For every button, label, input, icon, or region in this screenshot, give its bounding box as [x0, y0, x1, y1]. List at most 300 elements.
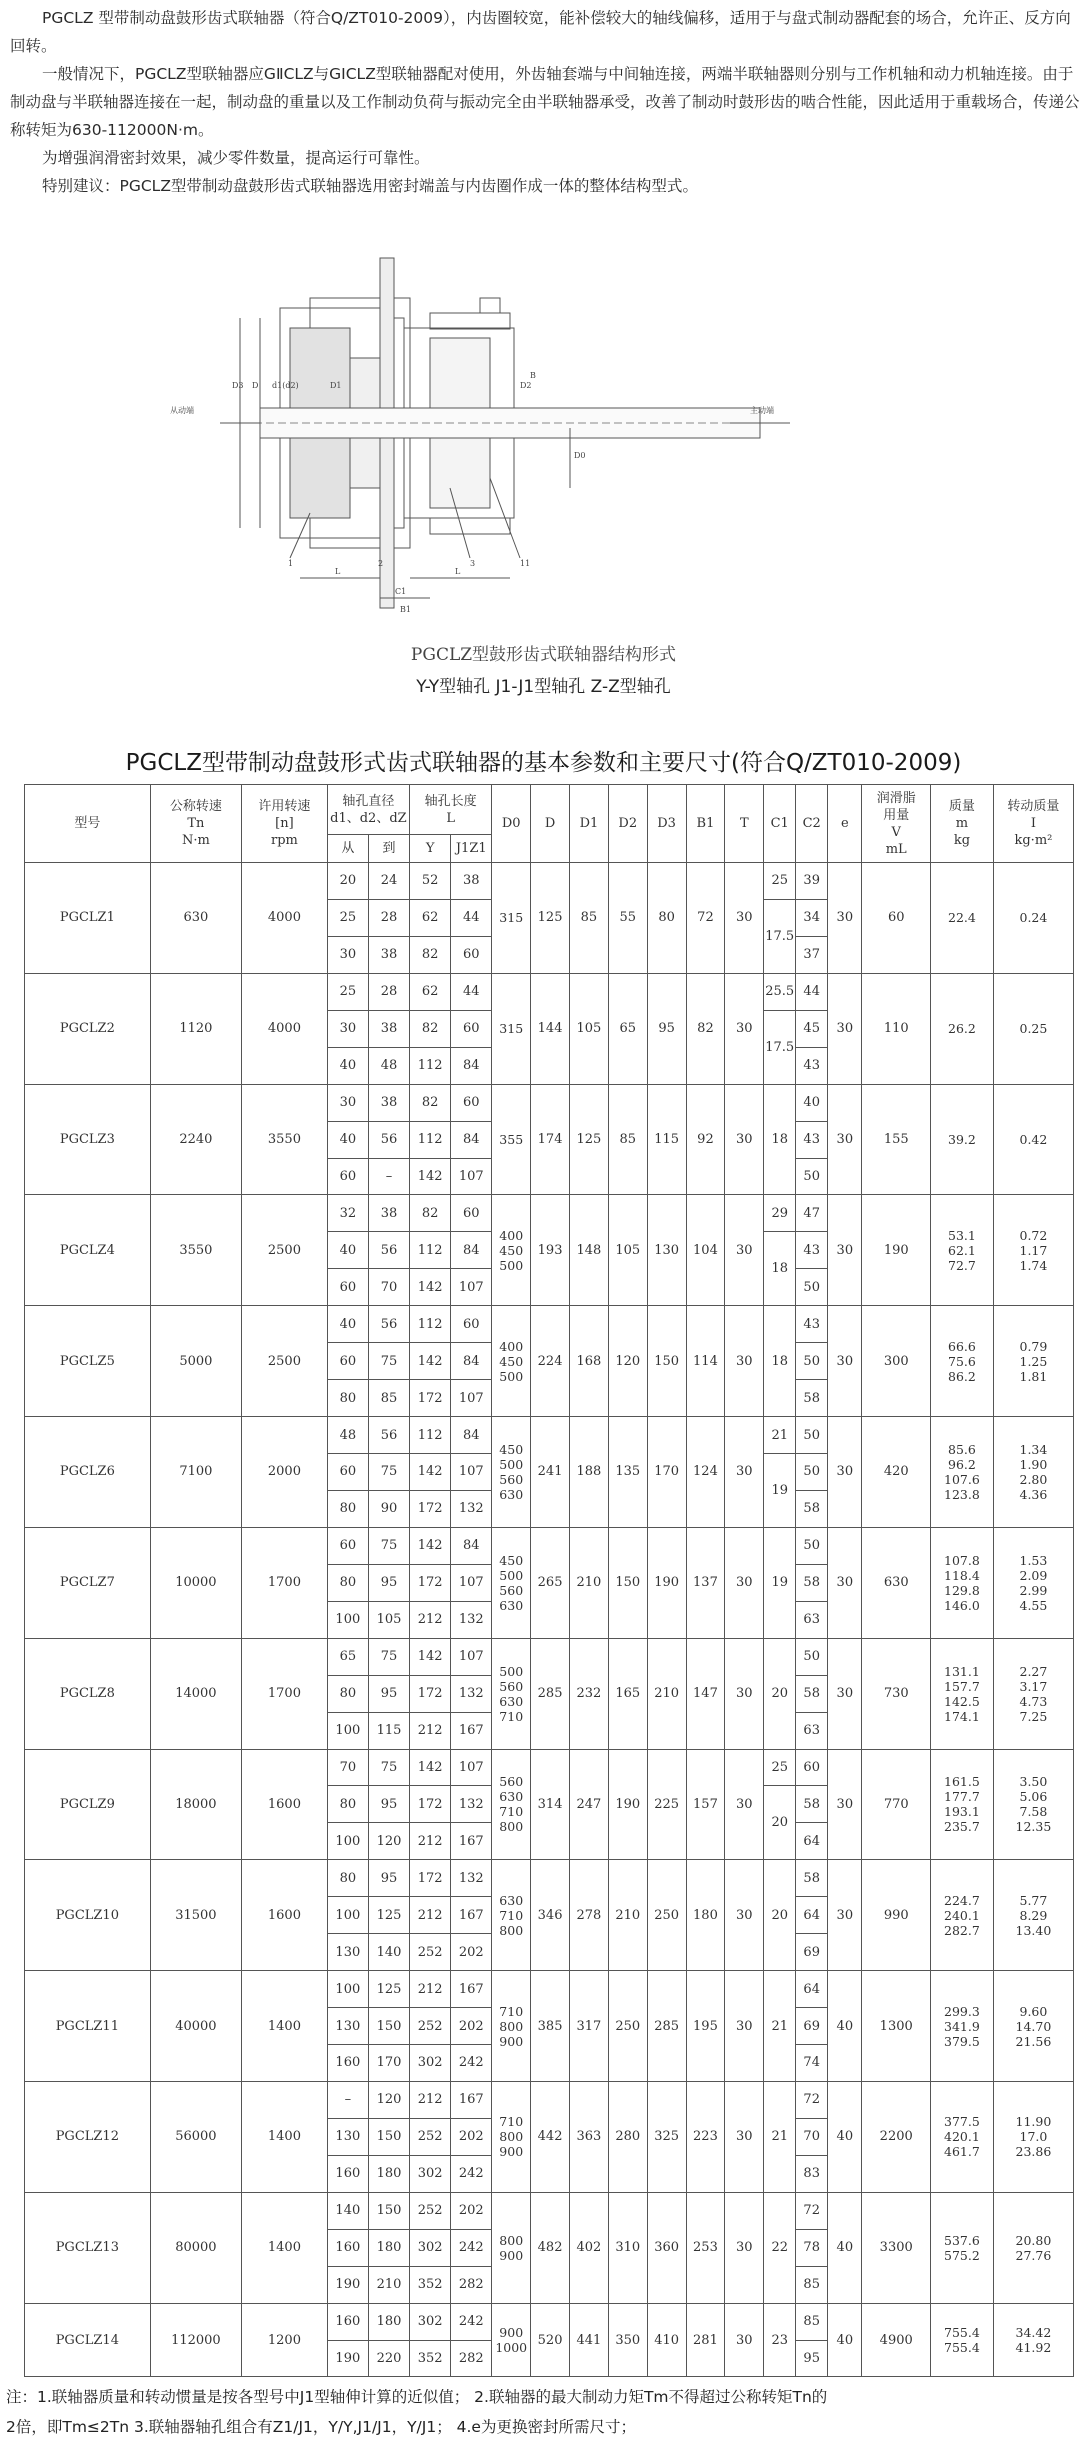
- d3-cell: 150: [647, 1306, 686, 1417]
- bore-to-cell: 220: [368, 2340, 409, 2377]
- bore-to-cell: 150: [368, 2192, 409, 2229]
- note-line-1: 注：1.联轴器质量和转动惯量是按各型号中J1型轴伸计算的近似值； 2.联轴器的最大制动力矩Tm不得超过公称转矩Tn的: [6, 2388, 828, 2406]
- length-y-cell: 302: [410, 2303, 451, 2340]
- length-j1z1-cell: 60: [451, 1195, 492, 1232]
- bore-to-cell: 75: [368, 1749, 409, 1786]
- inertia-cell: 9.60 14.70 21.56: [993, 1971, 1073, 2082]
- b1-cell: 180: [686, 1860, 725, 1971]
- b1-cell: 223: [686, 2081, 725, 2192]
- length-y-cell: 172: [410, 1786, 451, 1823]
- bore-to-cell: 56: [368, 1121, 409, 1158]
- length-j1z1-cell: 242: [451, 2229, 492, 2266]
- table-row: [25, 1638, 1074, 1675]
- d-cell: 442: [531, 2081, 570, 2192]
- bore-to-cell: 95: [368, 1786, 409, 1823]
- bore-from-cell: 100: [327, 1601, 368, 1638]
- grease-cell: 4900: [862, 2303, 931, 2377]
- grease-cell: 190: [862, 1195, 931, 1306]
- speed-cell: 1400: [242, 2081, 328, 2192]
- length-j1z1-cell: 202: [451, 2118, 492, 2155]
- t-cell: 30: [725, 1527, 764, 1638]
- length-y-cell: 142: [410, 1158, 451, 1195]
- c2-cell: 40: [796, 1084, 828, 1121]
- d0-cell: 315: [492, 973, 531, 1084]
- bore-from-cell: 60: [327, 1527, 368, 1564]
- d3-cell: 95: [647, 973, 686, 1084]
- d0-cell: 560 630 710 800: [492, 1749, 531, 1860]
- torque-cell: 630: [150, 863, 241, 974]
- dim-d1: D1: [330, 381, 342, 390]
- bore-to-cell: 120: [368, 2081, 409, 2118]
- c2-cell: 72: [796, 2192, 828, 2229]
- length-j1z1-cell: 60: [451, 1084, 492, 1121]
- c1-cell: 17.5: [764, 899, 796, 973]
- c2-cell: 58: [796, 1860, 828, 1897]
- t-cell: 30: [725, 1860, 764, 1971]
- dim-b1: B1: [400, 605, 411, 614]
- speed-cell: 2500: [242, 1306, 328, 1417]
- e-cell: 30: [828, 863, 862, 974]
- c1-cell: 29: [764, 1195, 796, 1232]
- length-y-cell: 252: [410, 2192, 451, 2229]
- coupling-structure-diagram: [170, 258, 790, 618]
- e-cell: 40: [828, 2192, 862, 2303]
- dim-b: B: [530, 371, 536, 380]
- part-3: 3: [470, 559, 476, 568]
- table-row: [25, 1971, 1074, 2008]
- d3-cell: 130: [647, 1195, 686, 1306]
- d2-cell: 210: [608, 1860, 647, 1971]
- length-y-cell: 302: [410, 2045, 451, 2082]
- model-cell: PGCLZ1: [25, 863, 151, 974]
- speed-cell: 3550: [242, 1084, 328, 1195]
- e-cell: 30: [828, 1638, 862, 1749]
- length-y-cell: 252: [410, 1934, 451, 1971]
- bore-from-cell: 100: [327, 1712, 368, 1749]
- header-c2: C2: [796, 785, 828, 863]
- d0-cell: 710 800 900: [492, 1971, 531, 2082]
- bore-from-cell: 25: [327, 899, 368, 936]
- length-y-cell: 82: [410, 1195, 451, 1232]
- inertia-cell: 0.24: [993, 863, 1073, 974]
- torque-cell: 18000: [150, 1749, 241, 1860]
- table-row: [25, 1749, 1074, 1786]
- b1-cell: 157: [686, 1749, 725, 1860]
- c1-cell: 21: [764, 2081, 796, 2192]
- table-row: [25, 863, 1074, 900]
- b1-cell: 104: [686, 1195, 725, 1306]
- b1-cell: 147: [686, 1638, 725, 1749]
- c2-cell: 34: [796, 899, 828, 936]
- b1-cell: 195: [686, 1971, 725, 2082]
- bore-to-cell: 38: [368, 1084, 409, 1121]
- parameter-table: [24, 784, 1074, 2377]
- length-y-cell: 112: [410, 1417, 451, 1454]
- inertia-cell: 11.90 17.0 23.86: [993, 2081, 1073, 2192]
- length-j1z1-cell: 84: [451, 1527, 492, 1564]
- parameter-table-wrapper: [24, 784, 1074, 2377]
- bore-from-cell: 80: [327, 1564, 368, 1601]
- c1-cell: 19: [764, 1527, 796, 1638]
- e-cell: 30: [828, 1749, 862, 1860]
- inertia-cell: 0.79 1.25 1.81: [993, 1306, 1073, 1417]
- bore-to-cell: 28: [368, 973, 409, 1010]
- d2-cell: 280: [608, 2081, 647, 2192]
- c2-cell: 58: [796, 1380, 828, 1417]
- bore-to-cell: 75: [368, 1454, 409, 1491]
- bore-to-cell: 150: [368, 2008, 409, 2045]
- length-j1z1-cell: 107: [451, 1749, 492, 1786]
- torque-cell: 112000: [150, 2303, 241, 2377]
- bore-from-cell: 30: [327, 1084, 368, 1121]
- bore-to-cell: 105: [368, 1601, 409, 1638]
- model-cell: PGCLZ10: [25, 1860, 151, 1971]
- c1-cell: 18: [764, 1084, 796, 1195]
- d3-cell: 170: [647, 1417, 686, 1528]
- grease-cell: 770: [862, 1749, 931, 1860]
- length-y-cell: 302: [410, 2229, 451, 2266]
- table-row: [25, 2192, 1074, 2229]
- speed-cell: 1700: [242, 1527, 328, 1638]
- inertia-cell: 20.80 27.76: [993, 2192, 1073, 2303]
- header-d1: D1: [570, 785, 609, 863]
- mass-cell: 537.6 575.2: [931, 2192, 994, 2303]
- c2-cell: 64: [796, 1897, 828, 1934]
- bore-to-cell: 38: [368, 1195, 409, 1232]
- c2-cell: 50: [796, 1527, 828, 1564]
- bore-to-cell: 75: [368, 1638, 409, 1675]
- bore-to-cell: 56: [368, 1232, 409, 1269]
- d-cell: 346: [531, 1860, 570, 1971]
- d1-cell: 402: [570, 2192, 609, 2303]
- d3-cell: 250: [647, 1860, 686, 1971]
- length-j1z1-cell: 44: [451, 973, 492, 1010]
- length-j1z1-cell: 84: [451, 1047, 492, 1084]
- length-j1z1-cell: 132: [451, 1860, 492, 1897]
- length-j1z1-cell: 167: [451, 1897, 492, 1934]
- c1-cell: 18: [764, 1306, 796, 1417]
- speed-cell: 1400: [242, 1971, 328, 2082]
- mass-cell: 66.6 75.6 86.2: [931, 1306, 994, 1417]
- bore-from-cell: 100: [327, 1971, 368, 2008]
- mass-cell: 53.1 62.1 72.7: [931, 1195, 994, 1306]
- d2-cell: 165: [608, 1638, 647, 1749]
- c1-cell: 20: [764, 1638, 796, 1749]
- bore-from-cell: 70: [327, 1749, 368, 1786]
- d1-cell: 278: [570, 1860, 609, 1971]
- c2-cell: 69: [796, 1934, 828, 1971]
- t-cell: 30: [725, 1971, 764, 2082]
- bore-to-cell: 95: [368, 1564, 409, 1601]
- d1-cell: 168: [570, 1306, 609, 1417]
- length-y-cell: 142: [410, 1454, 451, 1491]
- bore-from-cell: 140: [327, 2192, 368, 2229]
- d3-cell: 325: [647, 2081, 686, 2192]
- t-cell: 30: [725, 1638, 764, 1749]
- length-j1z1-cell: 202: [451, 1934, 492, 1971]
- length-y-cell: 212: [410, 2081, 451, 2118]
- header-b1: B1: [686, 785, 725, 863]
- e-cell: 30: [828, 973, 862, 1084]
- structure-caption: PGCLZ型鼓形齿式联轴器结构形式: [410, 645, 677, 665]
- bore-from-cell: 190: [327, 2266, 368, 2303]
- d0-cell: 500 560 630 710: [492, 1638, 531, 1749]
- d2-cell: 150: [608, 1527, 647, 1638]
- bore-from-cell: 100: [327, 1897, 368, 1934]
- bore-from-cell: 80: [327, 1675, 368, 1712]
- bore-to-cell: 75: [368, 1527, 409, 1564]
- length-y-cell: 112: [410, 1306, 451, 1343]
- length-y-cell: 142: [410, 1527, 451, 1564]
- header-bore-to: 到: [368, 835, 409, 863]
- speed-cell: 1200: [242, 2303, 328, 2377]
- length-y-cell: 52: [410, 863, 451, 900]
- length-j1z1-cell: 167: [451, 2081, 492, 2118]
- torque-cell: 56000: [150, 2081, 241, 2192]
- b1-cell: 82: [686, 973, 725, 1084]
- inertia-cell: 1.34 1.90 2.80 4.36: [993, 1417, 1073, 1528]
- table-row: [25, 2081, 1074, 2118]
- inertia-cell: 5.77 8.29 13.40: [993, 1860, 1073, 1971]
- grease-cell: 420: [862, 1417, 931, 1528]
- b1-cell: 72: [686, 863, 725, 974]
- e-cell: 30: [828, 1527, 862, 1638]
- c2-cell: 69: [796, 2008, 828, 2045]
- bore-from-cell: 130: [327, 2118, 368, 2155]
- length-j1z1-cell: 84: [451, 1417, 492, 1454]
- header-inertia: 转动质量 I kg·m²: [993, 785, 1073, 863]
- inertia-cell: 2.27 3.17 4.73 7.25: [993, 1638, 1073, 1749]
- length-y-cell: 172: [410, 1490, 451, 1527]
- length-y-cell: 112: [410, 1047, 451, 1084]
- torque-cell: 80000: [150, 2192, 241, 2303]
- c1-cell: 21: [764, 1417, 796, 1454]
- d-cell: 385: [531, 1971, 570, 2082]
- c2-cell: 70: [796, 2118, 828, 2155]
- c2-cell: 74: [796, 2045, 828, 2082]
- table-row: [25, 1306, 1074, 1343]
- length-y-cell: 142: [410, 1638, 451, 1675]
- bore-from-cell: 60: [327, 1343, 368, 1380]
- length-j1z1-cell: 202: [451, 2008, 492, 2045]
- bore-from-cell: 65: [327, 1638, 368, 1675]
- header-mass: 质量 m kg: [931, 785, 994, 863]
- header-bore-diameter: 轴孔直径 d1、d2、dZ: [327, 785, 409, 835]
- d0-cell: 710 800 900: [492, 2081, 531, 2192]
- speed-cell: 4000: [242, 863, 328, 974]
- header-d3: D3: [647, 785, 686, 863]
- header-length-j1z1: J1Z1: [451, 835, 492, 863]
- c2-cell: 64: [796, 1823, 828, 1860]
- bore-from-cell: 100: [327, 1823, 368, 1860]
- grease-cell: 630: [862, 1527, 931, 1638]
- mass-cell: 22.4: [931, 863, 994, 974]
- length-j1z1-cell: 282: [451, 2266, 492, 2303]
- model-cell: PGCLZ4: [25, 1195, 151, 1306]
- c2-cell: 63: [796, 1712, 828, 1749]
- d0-cell: 450 500 560 630: [492, 1417, 531, 1528]
- length-y-cell: 62: [410, 899, 451, 936]
- t-cell: 30: [725, 2303, 764, 2377]
- bore-from-cell: 60: [327, 1158, 368, 1195]
- grease-cell: 3300: [862, 2192, 931, 2303]
- length-y-cell: 62: [410, 973, 451, 1010]
- d2-cell: 190: [608, 1749, 647, 1860]
- d3-cell: 190: [647, 1527, 686, 1638]
- c2-cell: 43: [796, 1306, 828, 1343]
- note-line-2: 2倍，即Tm≤2Tn 3.联轴器轴孔组合有Z1/J1，Y/Y,J1/J1，Y/J1； 4.e为更换密封所需尺寸；: [6, 2418, 636, 2436]
- table-body: [25, 863, 1074, 2377]
- table-row: [25, 1195, 1074, 1232]
- driven-end-label: 从动端: [170, 406, 194, 415]
- bore-from-cell: 160: [327, 2229, 368, 2266]
- bore-from-cell: –: [327, 2081, 368, 2118]
- grease-cell: 155: [862, 1084, 931, 1195]
- table-row: [25, 1527, 1074, 1564]
- bore-to-cell: 180: [368, 2155, 409, 2192]
- bore-from-cell: 160: [327, 2045, 368, 2082]
- bore-from-cell: 80: [327, 1380, 368, 1417]
- header-bore-from: 从: [327, 835, 368, 863]
- t-cell: 30: [725, 1084, 764, 1195]
- bore-from-cell: 30: [327, 936, 368, 973]
- bore-from-cell: 32: [327, 1195, 368, 1232]
- bore-to-cell: 75: [368, 1343, 409, 1380]
- e-cell: 30: [828, 1306, 862, 1417]
- d2-cell: 55: [608, 863, 647, 974]
- c2-cell: 78: [796, 2229, 828, 2266]
- part-2: 2: [378, 559, 384, 568]
- model-cell: PGCLZ3: [25, 1084, 151, 1195]
- bore-from-cell: 80: [327, 1490, 368, 1527]
- bore-from-cell: 60: [327, 1454, 368, 1491]
- d-cell: 174: [531, 1084, 570, 1195]
- coupling-drawing: [170, 258, 790, 618]
- table-row: [25, 1860, 1074, 1897]
- c2-cell: 43: [796, 1121, 828, 1158]
- length-y-cell: 212: [410, 1971, 451, 2008]
- c1-cell: 25: [764, 1749, 796, 1786]
- t-cell: 30: [725, 2192, 764, 2303]
- bore-to-cell: –: [368, 1158, 409, 1195]
- bore-from-cell: 130: [327, 2008, 368, 2045]
- bore-to-cell: 90: [368, 1490, 409, 1527]
- intro-paragraph-2: 一般情况下，PGCLZ型联轴器应GⅡCLZ与GⅠCLZ型联轴器配对使用，外齿轴套端与中间轴连接，两端半联轴器则分别与工作机轴和动力机轴连接。由于制动盘与半联轴器连接在一起，制动盘的重量以及工作制动负荷与振动完全由半联轴器承受，改善了制动时鼓形齿的啮合性能，因此适用于重载场合，传递公称转矩为630-112000N·m。: [10, 65, 1080, 139]
- c1-cell: 23: [764, 2303, 796, 2377]
- bore-from-cell: 60: [327, 1269, 368, 1306]
- header-grease: 润滑脂 用量 V mL: [862, 785, 931, 863]
- c2-cell: 85: [796, 2266, 828, 2303]
- length-y-cell: 142: [410, 1749, 451, 1786]
- header-d0: D0: [492, 785, 531, 863]
- mass-cell: 161.5 177.7 193.1 235.7: [931, 1749, 994, 1860]
- c1-cell: 20: [764, 1786, 796, 1860]
- e-cell: 30: [828, 1084, 862, 1195]
- mass-cell: 39.2: [931, 1084, 994, 1195]
- length-j1z1-cell: 38: [451, 863, 492, 900]
- inertia-cell: 3.50 5.06 7.58 12.35: [993, 1749, 1073, 1860]
- length-j1z1-cell: 202: [451, 2192, 492, 2229]
- d1-cell: 247: [570, 1749, 609, 1860]
- table-row: [25, 2303, 1074, 2340]
- length-y-cell: 212: [410, 1823, 451, 1860]
- part-1: 1: [288, 559, 294, 568]
- length-y-cell: 112: [410, 1121, 451, 1158]
- d0-cell: 315: [492, 863, 531, 974]
- d0-cell: 630 710 800: [492, 1860, 531, 1971]
- bore-to-cell: 38: [368, 1010, 409, 1047]
- bore-to-cell: 150: [368, 2118, 409, 2155]
- c2-cell: 58: [796, 1490, 828, 1527]
- mass-cell: 755.4 755.4: [931, 2303, 994, 2377]
- c1-cell: 17.5: [764, 1010, 796, 1084]
- d2-cell: 250: [608, 1971, 647, 2082]
- length-j1z1-cell: 242: [451, 2045, 492, 2082]
- length-j1z1-cell: 282: [451, 2340, 492, 2377]
- length-y-cell: 172: [410, 1860, 451, 1897]
- d1-cell: 210: [570, 1527, 609, 1638]
- t-cell: 30: [725, 1195, 764, 1306]
- bore-from-cell: 130: [327, 1934, 368, 1971]
- d1-cell: 188: [570, 1417, 609, 1528]
- d2-cell: 105: [608, 1195, 647, 1306]
- c2-cell: 50: [796, 1158, 828, 1195]
- bore-from-cell: 20: [327, 863, 368, 900]
- bore-types-caption: Y-Y型轴孔 J1-J1型轴孔 Z-Z型轴孔: [416, 677, 671, 697]
- model-cell: PGCLZ11: [25, 1971, 151, 2082]
- d0-cell: 900 1000: [492, 2303, 531, 2377]
- c2-cell: 39: [796, 863, 828, 900]
- d1-cell: 148: [570, 1195, 609, 1306]
- header-c1: C1: [764, 785, 796, 863]
- grease-cell: 60: [862, 863, 931, 974]
- d-cell: 520: [531, 2303, 570, 2377]
- d3-cell: 410: [647, 2303, 686, 2377]
- mass-cell: 224.7 240.1 282.7: [931, 1860, 994, 1971]
- c2-cell: 45: [796, 1010, 828, 1047]
- model-cell: PGCLZ8: [25, 1638, 151, 1749]
- inertia-cell: 0.25: [993, 973, 1073, 1084]
- intro-paragraph-1: PGCLZ 型带制动盘鼓形齿式联轴器（符合Q/ZT010-2009），内齿圈较宽，能补偿较大的轴线偏移，适用于与盘式制动器配套的场合，允许正、反方向回转。: [10, 9, 1071, 55]
- driving-end-label: 主动端: [750, 406, 774, 415]
- bore-to-cell: 170: [368, 2045, 409, 2082]
- length-y-cell: 82: [410, 1010, 451, 1047]
- length-j1z1-cell: 84: [451, 1121, 492, 1158]
- bore-to-cell: 120: [368, 1823, 409, 1860]
- length-y-cell: 172: [410, 1675, 451, 1712]
- intro-text: [10, 4, 1080, 200]
- bore-to-cell: 38: [368, 936, 409, 973]
- d1-cell: 363: [570, 2081, 609, 2192]
- d2-cell: 350: [608, 2303, 647, 2377]
- c2-cell: 44: [796, 973, 828, 1010]
- length-j1z1-cell: 107: [451, 1269, 492, 1306]
- length-j1z1-cell: 132: [451, 1786, 492, 1823]
- grease-cell: 1300: [862, 1971, 931, 2082]
- length-y-cell: 172: [410, 1564, 451, 1601]
- length-j1z1-cell: 60: [451, 936, 492, 973]
- d1-cell: 441: [570, 2303, 609, 2377]
- torque-cell: 10000: [150, 1527, 241, 1638]
- speed-cell: 1700: [242, 1638, 328, 1749]
- bore-from-cell: 40: [327, 1047, 368, 1084]
- c2-cell: 43: [796, 1047, 828, 1084]
- bore-from-cell: 48: [327, 1417, 368, 1454]
- dim-d0: D0: [574, 451, 586, 460]
- c2-cell: 47: [796, 1195, 828, 1232]
- d3-cell: 115: [647, 1084, 686, 1195]
- model-cell: PGCLZ2: [25, 973, 151, 1084]
